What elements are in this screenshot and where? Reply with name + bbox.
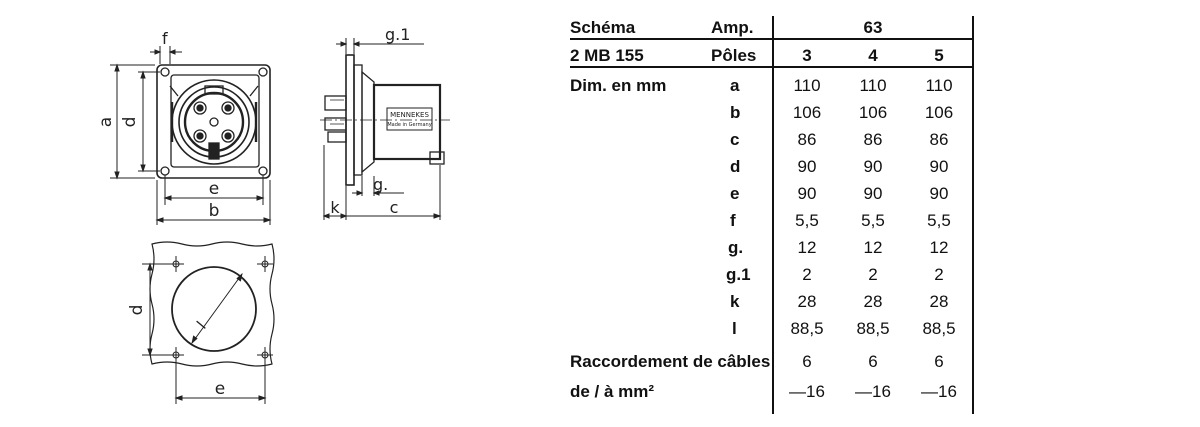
row-value: 28 xyxy=(797,292,817,311)
row-key: k xyxy=(730,292,740,311)
row-value: 86 xyxy=(929,130,949,149)
cable-to: —16 xyxy=(789,382,825,401)
row-key: g. xyxy=(728,238,744,257)
row-value: 106 xyxy=(792,103,822,122)
dim-label-k: k xyxy=(330,198,340,217)
table-divider-right xyxy=(972,16,974,414)
row-value: 5,5 xyxy=(795,211,819,230)
row-value: 90 xyxy=(797,184,817,203)
row-value: 90 xyxy=(863,184,883,203)
model-number: 2 MB 155 xyxy=(570,46,644,65)
row-value: 2 xyxy=(868,265,878,284)
row-value: 90 xyxy=(929,184,949,203)
row-value: 90 xyxy=(863,157,883,176)
poles-label: Pôles xyxy=(711,46,757,65)
row-value: 90 xyxy=(797,157,817,176)
dim-label: Dim. en mm xyxy=(570,76,667,95)
cable-to: —16 xyxy=(855,382,891,401)
cutout-dimensions xyxy=(142,264,265,404)
row-value: 5,5 xyxy=(927,211,951,230)
row-value: 2 xyxy=(934,265,944,284)
technical-drawing xyxy=(0,0,560,427)
row-value: 12 xyxy=(863,238,883,257)
row-value: 12 xyxy=(929,238,949,257)
dim-label-c: c xyxy=(389,198,399,217)
cutout-view xyxy=(150,242,274,366)
row-value: 2 xyxy=(802,265,812,284)
front-view xyxy=(157,65,270,178)
row-key: c xyxy=(730,130,740,149)
poles-3: 3 xyxy=(802,46,812,65)
cable-from: 6 xyxy=(934,352,944,371)
row-value: 28 xyxy=(863,292,883,311)
poles-4: 4 xyxy=(868,46,878,65)
row-key: d xyxy=(730,157,741,176)
cable-unit-label: de / à mm² xyxy=(570,382,655,401)
dim-label-d-front: d xyxy=(120,116,140,128)
row-key: f xyxy=(730,211,736,230)
dim-label-g1: g.1 xyxy=(385,25,411,44)
side-view xyxy=(320,55,450,185)
nameplate-text: MENNEKES xyxy=(390,111,429,119)
row-value: 88,5 xyxy=(856,319,890,338)
amp-label: Amp. xyxy=(711,18,754,37)
row-value: 110 xyxy=(793,76,821,95)
row-value: 5,5 xyxy=(861,211,885,230)
schema-label: Schéma xyxy=(570,18,636,37)
row-value: 110 xyxy=(859,76,887,95)
poles-5: 5 xyxy=(934,46,944,65)
cable-from: 6 xyxy=(868,352,878,371)
table-rule-2 xyxy=(570,66,974,68)
row-key: l xyxy=(732,319,737,338)
row-key: g.1 xyxy=(726,265,751,284)
cable-label: Raccordement de câbles xyxy=(570,352,771,371)
nameplate-subtext: Made in Germany xyxy=(387,122,432,128)
row-key: a xyxy=(730,76,740,95)
row-value: 106 xyxy=(924,103,954,122)
row-key: e xyxy=(730,184,740,203)
row-value: 88,5 xyxy=(922,319,956,338)
dim-label-a: a xyxy=(96,116,116,128)
row-value: 106 xyxy=(858,103,888,122)
dim-label-g: g. xyxy=(373,175,389,194)
row-value: 110 xyxy=(925,76,953,95)
row-value: 86 xyxy=(863,130,883,149)
row-value: 88,5 xyxy=(790,319,824,338)
dim-label-l: l xyxy=(193,317,210,333)
dim-label-e-front: e xyxy=(208,179,220,199)
dim-label-b: b xyxy=(208,201,220,221)
row-value: 12 xyxy=(797,238,817,257)
dimension-table xyxy=(570,6,990,422)
dim-label-e-cutout: e xyxy=(214,379,226,399)
cable-from: 6 xyxy=(802,352,812,371)
dim-label-d-cutout: d xyxy=(127,304,147,316)
dim-label-f: f xyxy=(162,29,168,48)
amp-value: 63 xyxy=(863,18,883,37)
table-rule-1 xyxy=(570,38,974,40)
row-key: b xyxy=(730,103,741,122)
cable-to: —16 xyxy=(921,382,957,401)
row-value: 90 xyxy=(929,157,949,176)
row-value: 28 xyxy=(929,292,949,311)
row-value: 86 xyxy=(797,130,817,149)
